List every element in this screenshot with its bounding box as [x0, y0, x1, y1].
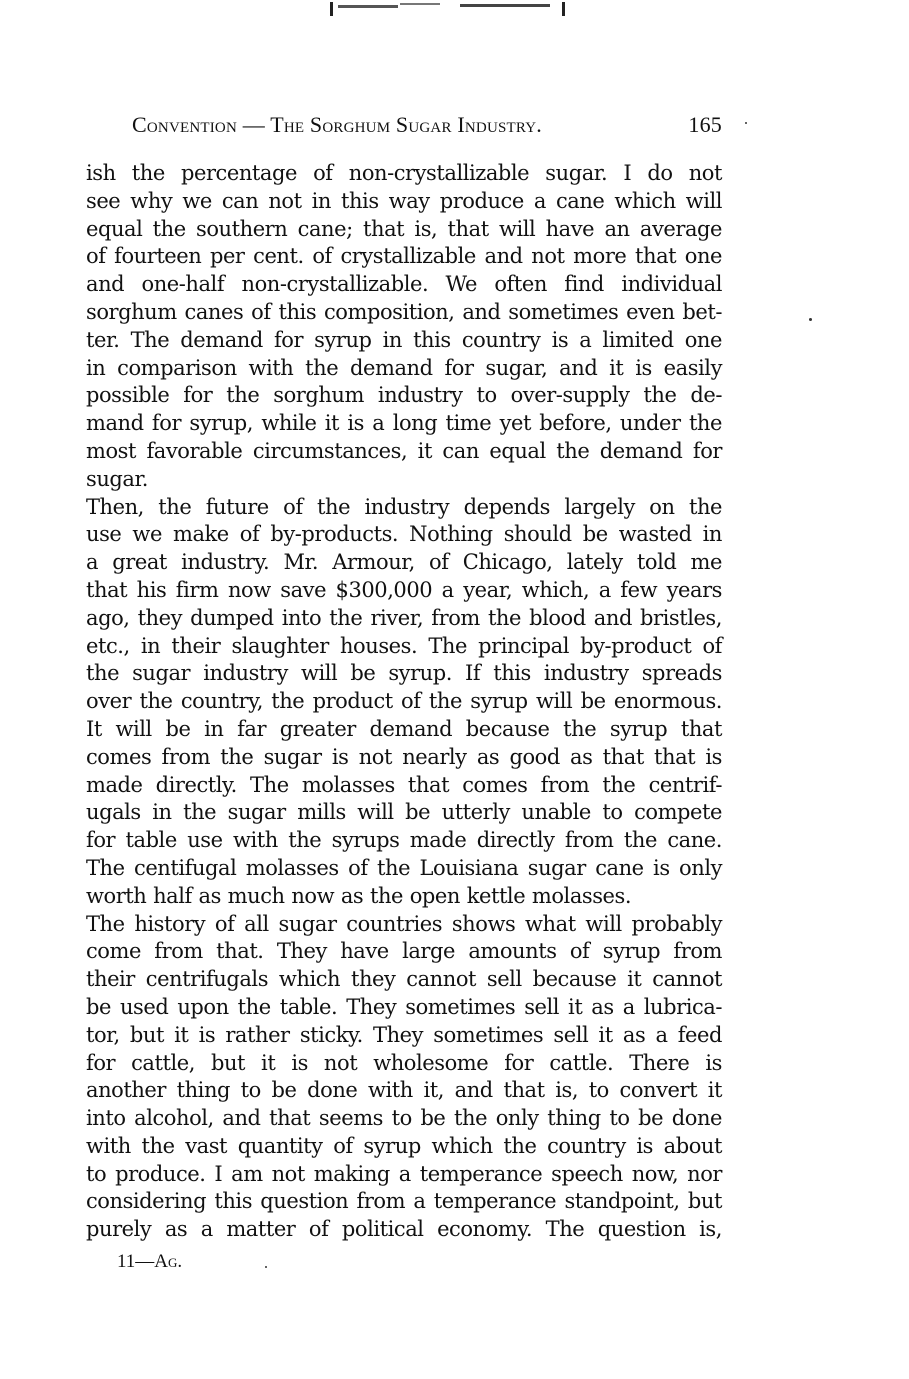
- text-line: that his firm now save $300,000 a year, which, a few years: [86, 577, 722, 602]
- text-line: mand for syrup, while it is a long time yet before, under the: [86, 411, 722, 436]
- text-line: see why we can not in this way produce a cane which will: [86, 188, 722, 213]
- text-line: come from that. They have large amounts of syrup from: [86, 939, 722, 964]
- text-line: possible for the sorghum industry to over-supply the de-: [86, 383, 722, 408]
- text-line: considering this question from a temperance standpoint, but: [86, 1189, 722, 1214]
- running-title: Convention — The Sorghum Sugar Industry.: [132, 112, 543, 137]
- text-line: most favorable circumstances, it can equal the demand for: [86, 438, 722, 463]
- text-line: to produce. I am not making a temperance speech now, nor: [86, 1161, 722, 1186]
- text-line: ugals in the sugar mills will be utterly unable to compete: [86, 800, 722, 825]
- text-line: ish the percentage of non-crystallizable sugar. I do not: [86, 161, 722, 185]
- text-line: with the vast quantity of syrup which the country is about: [86, 1133, 722, 1158]
- text-line: Then, the future of the industry depends largely on the: [86, 494, 722, 519]
- text-line: another thing to be done with it, and that is, to convert it: [86, 1078, 722, 1103]
- text-line: ter. The demand for syrup in this country is a limited one: [86, 327, 722, 352]
- text-line: comes from the sugar is not nearly as good as that that is: [86, 744, 722, 769]
- text-line: made directly. The molasses that comes from the centrif-: [86, 772, 722, 797]
- scan-speck: [265, 1266, 267, 1268]
- text-line: ago, they dumped into the river, from the blood and bristles,: [86, 605, 722, 630]
- paragraph-1: [86, 160, 722, 494]
- text-line: tor, but it is rather sticky. They sometimes sell it as a feed: [86, 1022, 722, 1047]
- page-number: 165: [688, 112, 722, 137]
- signature-mark: 11—Ag.: [117, 1251, 183, 1272]
- text-line: over the country, the product of the syrup will be enormous.: [86, 689, 722, 714]
- text-line: their centrifugals which they cannot sell because it cannot: [86, 967, 722, 992]
- scan-speck: [809, 318, 812, 321]
- text-line: sorghum canes of this composition, and sometimes even bet-: [86, 299, 722, 324]
- text-line: in comparison with the demand for sugar, and it is easily: [86, 355, 722, 380]
- text-line: be used upon the table. They sometimes sell it as a lubrica-: [86, 994, 722, 1019]
- paragraph-2: [86, 494, 722, 911]
- text-line: sugar.: [86, 466, 148, 491]
- text-line: equal the southern cane; that is, that will have an average: [86, 216, 722, 241]
- text-line: for cattle, but it is not wholesome for cattle. There is: [86, 1050, 722, 1075]
- text-line: for table use with the syrups made directly from the cane.: [86, 828, 722, 853]
- paragraph-3: [86, 911, 722, 1245]
- text-line: the sugar industry will be syrup. If this industry spreads: [86, 661, 722, 686]
- running-header: [132, 112, 722, 142]
- text-line: etc., in their slaughter houses. The principal by-product of: [86, 633, 722, 658]
- text-line: purely as a matter of political economy. The question is,: [86, 1217, 722, 1242]
- text-line: use we make of by-products. Nothing should be wasted in: [86, 522, 722, 547]
- text-line: It will be in far greater demand because the syrup that: [86, 716, 722, 741]
- scan-artifact-mark: [330, 0, 570, 18]
- text-line: and one-half non-crystallizable. We often find individual: [86, 272, 722, 297]
- text-line: of fourteen per cent. of crystallizable and not more that one: [86, 244, 722, 269]
- text-line: The history of all sugar countries shows what will probably: [86, 911, 722, 936]
- body-text: [86, 160, 722, 1244]
- text-line: a great industry. Mr. Armour, of Chicago, lately told me: [86, 550, 722, 575]
- text-line: worth half as much now as the open kettle molasses.: [86, 883, 632, 908]
- text-line: into alcohol, and that seems to be the only thing to be done: [86, 1106, 722, 1131]
- scan-speck: [745, 122, 747, 124]
- text-line: The centifugal molasses of the Louisiana sugar cane is only: [86, 855, 722, 880]
